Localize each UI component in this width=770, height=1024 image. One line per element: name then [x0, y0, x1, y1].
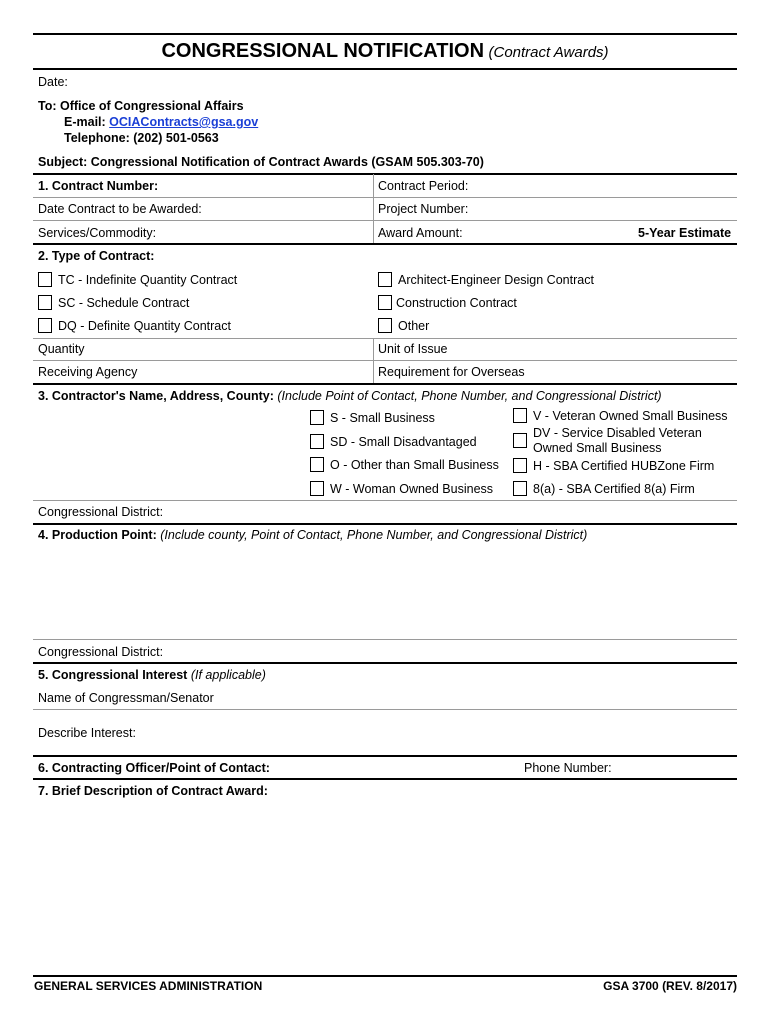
checkbox-woman-owned[interactable] [310, 481, 324, 496]
checkbox-architect-engineer[interactable] [378, 272, 392, 287]
form-title: CONGRESSIONAL NOTIFICATION [161, 40, 485, 62]
option-other-label: Other [398, 319, 430, 333]
contractor-district-label: Congressional District: [38, 505, 164, 519]
option-dq-label: DQ - Definite Quantity Contract [58, 319, 231, 333]
production-heading: 4. Production Point: [38, 528, 157, 542]
size-o-label: O - Other than Small Business [330, 458, 499, 472]
section-rule [33, 243, 737, 245]
subject-line: Subject: Congressional Notification of Contract Awards (GSAM 505.303-70) [38, 155, 484, 169]
row-divider [33, 709, 737, 710]
section-rule [33, 662, 737, 664]
section-rule [33, 523, 737, 525]
checkbox-8a[interactable] [513, 481, 527, 496]
title-rule [33, 68, 737, 70]
receiving-agency-label: Receiving Agency [38, 365, 138, 379]
interest-heading: 5. Congressional Interest [38, 668, 188, 682]
row-divider [33, 220, 737, 221]
section-rule [33, 755, 737, 757]
option-construction-label: Construction Contract [396, 296, 517, 310]
column-divider [373, 174, 374, 244]
type-of-contract-heading: 2. Type of Contract: [38, 249, 155, 263]
page-title [0, 40, 770, 63]
size-v-label: V - Veteran Owned Small Business [533, 409, 728, 423]
checkbox-small-disadvantaged[interactable] [310, 434, 324, 449]
contractor-heading: 3. Contractor's Name, Address, County: [38, 389, 274, 403]
email-line [64, 115, 258, 130]
description-heading: 7. Brief Description of Contract Award: [38, 784, 268, 798]
unit-of-issue-label: Unit of Issue [378, 342, 448, 356]
production-district-label: Congressional District: [38, 645, 164, 659]
interest-heading-line [38, 668, 266, 683]
size-sd-label: SD - Small Disadvantaged [330, 435, 477, 449]
checkbox-sc[interactable] [38, 295, 52, 310]
size-dv-label: DV - Service Disabled Veteran [533, 426, 702, 440]
describe-interest-label: Describe Interest: [38, 726, 136, 740]
row-divider [33, 639, 737, 640]
option-sc-label: SC - Schedule Contract [58, 296, 190, 310]
form-subtitle: (Contract Awards) [488, 44, 609, 61]
row-divider [33, 360, 737, 361]
congressman-label: Name of Congressman/Senator [38, 691, 214, 705]
production-heading-line [38, 528, 587, 543]
checkbox-hubzone[interactable] [513, 458, 527, 473]
contractor-note: (Include Point of Contact, Phone Number, and Congressional District) [277, 389, 662, 403]
project-number-label: Project Number: [378, 202, 469, 216]
size-w-label: W - Woman Owned Business [330, 482, 494, 496]
column-divider [373, 338, 374, 383]
subject-rule [33, 173, 737, 175]
checkbox-construction[interactable] [378, 295, 392, 310]
date-label: Date: [38, 75, 68, 89]
checkbox-small-business[interactable] [310, 410, 324, 425]
checkbox-service-disabled-veteran[interactable] [513, 433, 527, 448]
email-link[interactable]: OCIAContracts@gsa.gov [109, 115, 259, 129]
date-awarded-label: Date Contract to be Awarded: [38, 202, 202, 216]
interest-note: (If applicable) [190, 668, 266, 682]
phone-number-label: Phone Number: [524, 761, 612, 775]
checkbox-dq[interactable] [38, 318, 52, 333]
contract-period-label: Contract Period: [378, 179, 469, 193]
footer-agency: GENERAL SERVICES ADMINISTRATION [34, 979, 263, 993]
email-label: E-mail: [64, 115, 106, 129]
size-dv-label-2: Owned Small Business [533, 441, 662, 455]
contractor-heading-line [38, 389, 662, 404]
footer-form-number: GSA 3700 (REV. 8/2017) [603, 979, 737, 993]
telephone-line: Telephone: (202) 501-0563 [64, 131, 219, 145]
row-divider [33, 500, 737, 501]
checkbox-veteran-owned[interactable] [513, 408, 527, 423]
contracting-officer-label: 6. Contracting Officer/Point of Contact: [38, 761, 270, 775]
section-rule [33, 778, 737, 780]
row-divider [33, 338, 737, 339]
footer-rule [33, 975, 737, 977]
row-divider [33, 197, 737, 198]
services-label: Services/Commodity: [38, 226, 157, 240]
overseas-label: Requirement for Overseas [378, 365, 525, 379]
award-amount-label: Award Amount: [378, 226, 463, 240]
size-h-label: H - SBA Certified HUBZone Firm [533, 459, 715, 473]
checkbox-other-than-small[interactable] [310, 457, 324, 472]
top-rule [33, 33, 737, 35]
option-tc-label: TC - Indefinite Quantity Contract [58, 273, 238, 287]
size-8a-label: 8(a) - SBA Certified 8(a) Firm [533, 482, 695, 496]
contract-number-label: 1. Contract Number: [38, 179, 159, 193]
section-rule [33, 383, 737, 385]
quantity-label: Quantity [38, 342, 85, 356]
size-s-label: S - Small Business [330, 411, 435, 425]
to-line: To: Office of Congressional Affairs [38, 99, 244, 113]
checkbox-tc[interactable] [38, 272, 52, 287]
checkbox-other[interactable] [378, 318, 392, 333]
production-note: (Include county, Point of Contact, Phone Number, and Congressional District) [160, 528, 588, 542]
five-year-estimate-label: 5-Year Estimate [638, 226, 732, 240]
option-ae-label: Architect-Engineer Design Contract [398, 273, 594, 287]
